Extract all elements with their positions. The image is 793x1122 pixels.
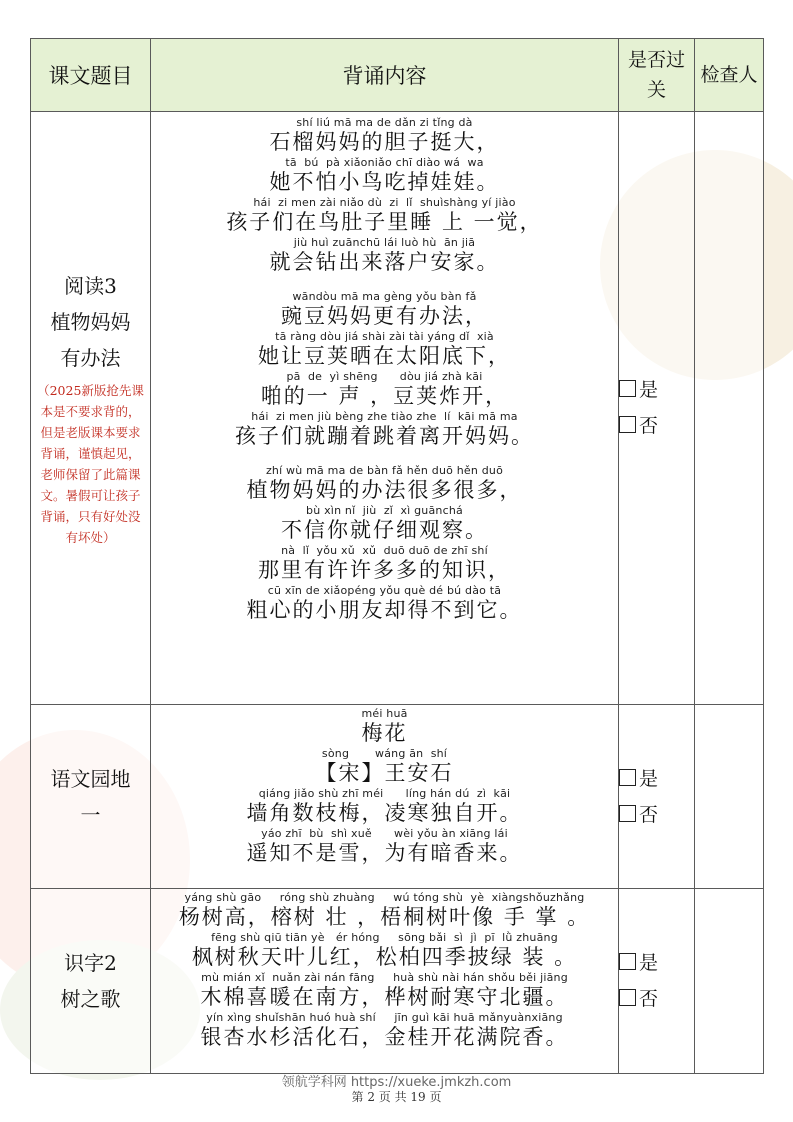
text-line: 豌豆妈妈更有办法， <box>281 304 488 328</box>
pinyin-line: sòng wáng ān shí <box>321 747 448 760</box>
lesson-title: 阅读3 <box>64 274 117 298</box>
recite-content-cell <box>151 889 619 1074</box>
text-line: 植物妈妈的办法很多很多， <box>246 478 523 502</box>
text-line: 她让豆荚晒在太阳底下， <box>258 344 511 368</box>
recitation-table <box>30 38 764 1074</box>
checkbox-icon[interactable] <box>619 989 636 1006</box>
table-row <box>31 112 764 705</box>
pass-yes-option[interactable]: 是 <box>619 761 694 797</box>
checker-cell[interactable] <box>695 889 764 1074</box>
pinyin-line: yáng shù gāo róng shù zhuàng wú tóng shù yè xiàngshǒuzhǎng <box>184 891 585 904</box>
text-line: 孩子们就蹦着跳着离开妈妈。 <box>235 424 534 448</box>
lesson-title: 一 <box>80 802 101 827</box>
lesson-title: 树之歌 <box>60 987 121 1011</box>
pinyin-line: bù xìn nǐ jiù zǐ xì guānchá <box>306 504 463 517</box>
pinyin-line: hái zi men zài niǎo dù zi lǐ shuìshàng yí jiào <box>253 196 516 209</box>
pass-check-cell <box>619 112 695 705</box>
lesson-title-cell <box>31 889 151 1074</box>
footer-site: 领航学科网 https://xueke.jmkzh.com <box>281 1075 512 1090</box>
pinyin-line: mù mián xǐ nuǎn zài nán fāng huà shù nài hán shǒu běi jiāng <box>201 971 568 984</box>
pass-no-option[interactable]: 否 <box>619 981 694 1017</box>
text-line: 不信你就仔细观察。 <box>281 518 488 542</box>
checkbox-icon[interactable] <box>619 769 636 786</box>
checkbox-icon[interactable] <box>619 380 636 397</box>
text-line: 就会钻出来落户安家。 <box>269 250 500 274</box>
checker-cell[interactable] <box>695 705 764 889</box>
pass-check-cell <box>619 705 695 889</box>
recite-content-cell <box>151 705 619 889</box>
text-line: 银杏水杉活化石，金桂开花满院香。 <box>200 1025 569 1049</box>
lesson-title: 识字2 <box>64 951 117 975</box>
text-line: 啪的一 声 ，豆荚炸开， <box>260 384 509 408</box>
lesson-title-cell <box>31 112 151 705</box>
pinyin-line: fēng shù qiū tiān yè ér hóng sōng bǎi sì jì pī lǜ zhuāng <box>211 931 558 944</box>
text-line: 粗心的小朋友却得不到它。 <box>246 598 523 622</box>
pass-yes-option[interactable]: 是 <box>619 945 694 981</box>
text-line: 墙角数枝梅，凌寒独自开。 <box>246 801 523 825</box>
lesson-title-cell <box>31 705 151 889</box>
pinyin-line: méi huā <box>361 707 408 720</box>
header-lesson-title: 课文题目 <box>31 39 151 112</box>
pinyin-line: tā ràng dòu jiá shài zài tài yáng dǐ xià <box>275 330 494 343</box>
text-line: 木棉喜暖在南方，桦树耐寒守北疆。 <box>200 985 569 1009</box>
pinyin-line: cū xīn de xiǎopéng yǒu què dé bú dào tā <box>267 584 502 597</box>
pinyin-line: shí liú mā ma de dǎn zi tǐng dà <box>296 116 473 129</box>
pinyin-line: nà lǐ yǒu xǔ xǔ duō duō de zhī shí <box>281 544 488 557</box>
lesson-title: 有办法 <box>60 346 121 370</box>
checkbox-icon[interactable] <box>619 416 636 433</box>
text-line: 【宋】王安石 <box>315 761 454 785</box>
text-line: 枫树秋天叶儿红，松柏四季披绿 装 。 <box>191 945 578 969</box>
header-passed: 是否过关 <box>619 39 695 112</box>
table-row <box>31 705 764 889</box>
pass-check-cell <box>619 889 695 1074</box>
pinyin-line: tā bú pà xiǎoniǎo chī diào wá wa <box>285 156 484 169</box>
text-line: 孩子们在鸟肚子里睡 上 一觉， <box>226 210 543 234</box>
text-line: 石榴妈妈的胆子挺大， <box>269 130 500 154</box>
lesson-title: 植物妈妈 <box>50 310 131 334</box>
lesson-note: （2025新版抢先课本是不要求背的，但是老版课本要求背诵，谨慎起见，老师保留了此篇课文。暑假可让孩子背诵，只有好处没有坏处） <box>37 383 144 545</box>
pinyin-line: hái zi men jiù bèng zhe tiào zhe lí kāi mā ma <box>251 410 518 423</box>
checkbox-icon[interactable] <box>619 805 636 822</box>
pinyin-line: jiù huì zuānchū lái luò hù ān jiā <box>293 236 476 249</box>
recite-content-cell <box>151 112 619 705</box>
text-line: 她不怕小鸟吃掉娃娃。 <box>269 170 500 194</box>
pinyin-line: yáo zhī bù shì xuě wèi yǒu àn xiāng lái <box>261 827 508 840</box>
pinyin-line: qiáng jiǎo shù zhī méi líng hán dú zì kāi <box>258 787 511 800</box>
text-line: 杨树高，榕树 壮 ，梧桐树叶像 手 掌 。 <box>178 905 591 929</box>
pinyin-line: zhí wù mā ma de bàn fǎ hěn duō hěn duō <box>265 464 504 477</box>
pinyin-line: pā de yì shēng dòu jiá zhà kāi <box>286 370 483 383</box>
footer-page-number: 第 2 页 共 19 页 <box>351 1090 442 1104</box>
pass-no-option[interactable]: 否 <box>619 797 694 833</box>
text-line: 梅花 <box>361 721 408 745</box>
checkbox-icon[interactable] <box>619 953 636 970</box>
header-recite-content: 背诵内容 <box>151 39 619 112</box>
pinyin-line: yín xìng shuǐshān huó huà shí jīn guì kāi huā mǎnyuànxiāng <box>206 1011 563 1024</box>
text-line: 遥知不是雪，为有暗香来。 <box>246 841 523 865</box>
header-row <box>31 39 764 112</box>
lesson-title: 语文园地 <box>50 766 131 791</box>
text-line: 那里有许许多多的知识， <box>258 558 511 582</box>
pass-no-option[interactable]: 否 <box>619 408 694 444</box>
header-checker: 检查人 <box>695 39 764 112</box>
checker-cell[interactable] <box>695 112 764 705</box>
pinyin-line: wāndòu mā ma gèng yǒu bàn fǎ <box>292 290 477 303</box>
table-row <box>31 889 764 1074</box>
pass-yes-option[interactable]: 是 <box>619 372 694 408</box>
